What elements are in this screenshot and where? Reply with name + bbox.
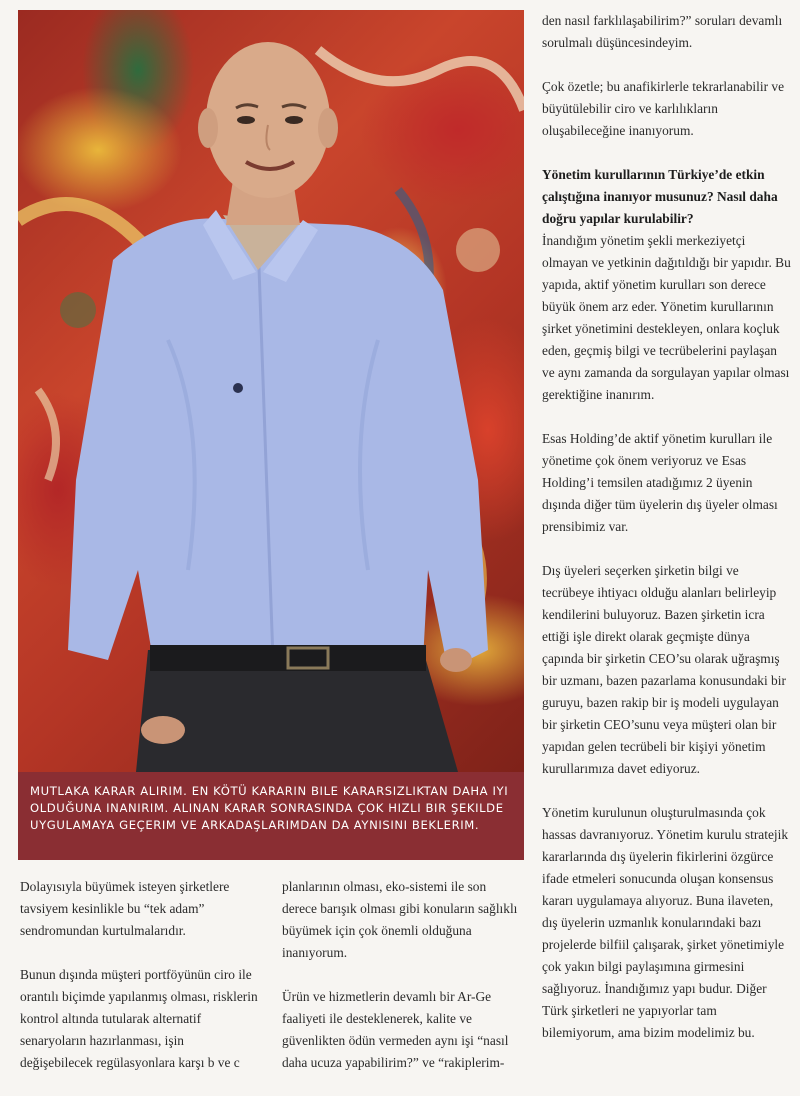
paragraph: Çok özetle; bu anafikirlerle tekrarlanabilir ve büyütülebilir ciro ve karlılıkların oluşabileceğine inanıyorum. xyxy=(542,79,785,138)
paragraph: Dış üyeleri seçerken şirketin bilgi ve tecrübeye ihtiyacı olduğu alanları belirleyip kendilerini buluyoruz. Bazen şirketin icra ettiği işle direkt olarak geçmişte dünya çapında bir şirketin CEO’su olarak uğraşmış bir uzmanı, bazen pazarlama konusundaki bir guruyu, bazen rakip bir iş modeli uygulayan bir şirketin CEO’sunu veya müşteri olan bir yapıdan gelen tecrübeli bir kişiyi yönetim kurullarımıza davet ediyoruz. xyxy=(542,563,786,776)
paragraph: Esas Holding’de aktif yönetim kurulları ile yönetime çok önem veriyoruz ve Esas Holding’i temsilen atadığımız 2 üyenin dışında diğer tüm üyelerin dış üyeler olması prensibimiz var. xyxy=(542,431,778,534)
paragraph: Dolayısıyla büyümek isteyen şirketlere tavsiyem kesinlikle bu “tek adam” sendromundan kurtulmalarıdır. xyxy=(20,879,230,938)
interview-question: Yönetim kurullarının Türkiye’de etkin çalıştığına inanıyor musunuz? Nasıl daha doğru yapılar kurulabilir? xyxy=(542,167,778,226)
portrait-photo xyxy=(18,10,524,772)
paragraph: den nasıl farklılaşabilirim?” soruları devamlı sorulmalı düşüncesindeyim. xyxy=(542,13,783,50)
bottom-left-text-column xyxy=(20,876,258,1096)
paragraph: Bunun dışında müşteri portföyünün ciro ile orantılı biçimde yapılanmış olması, risklerin kontrol altında tutularak alternatif senaryoların hazırlanması, işin değişebilecek regülasyonlara karşı b ve c xyxy=(20,967,258,1070)
photo-caption: MUTLAKA KARAR ALIRIM. EN KÖTÜ KARARIN BILE KARARSIZLIKTAN DAHA IYI OLDUĞUNA INANIRIM. ALINAN KARAR SONRASINDA ÇOK HIZLI BIR ŞEKILDE UYGULAMAYA GEÇERIM VE ARKADAŞLARIMDAN DA AYNISINI BEKLERIM. xyxy=(18,772,524,860)
paragraph: Ürün ve hizmetlerin devamlı bir Ar-Ge faaliyeti ile desteklenerek, kalite ve güvenlikten ödün vermeden aynı işi “nasıl daha ucuza yapabilirim?” ve “rakiplerim- xyxy=(282,989,509,1070)
paragraph: İnandığım yönetim şekli merkeziyetçi olmayan ve yetkinin dağıtıldığı bir yapıdır. Bu yapıda, aktif yönetim kurulları son derece büyük önem arz eder. Yönetim kurullarının şirket yönetimini destekleyen, onlara koçluk eden, geçmiş bilgi ve tecrübelerini paylaşan ve aynı zamanda da sorgulayan yapılar olması gerektiğine inanırım. xyxy=(542,233,791,402)
paragraph: planlarının olması, eko-sistemi ile son derece barışık olması gibi konuların sağlıklı büyümek için çok önemli olduğuna inanıyorum. xyxy=(282,879,518,960)
portrait-illustration xyxy=(18,10,524,772)
right-text-column xyxy=(542,10,792,1066)
bottom-middle-text-column xyxy=(282,876,524,1096)
paragraph: Yönetim kurulunun oluşturulmasında çok hassas davranıyoruz. Yönetim kurulu stratejik kararlarında dış üyelerin fikirlerini özgürce ifade etmeleri sonucunda oluşan konsensus kararı uygulamaya alıyoruz. Buna ilaveten, dış üyelerin uzmanlık konularındaki bazı projelerde bilfiil çalışarak, şirket yönetimiyle çok yakın bilgi paylaşımına girmesini sağlıyoruz. İnandığımız yapı budur. Diğer Türk şirketleri ne yapıyorlar tam bilemiyorum, ama bizim modelimiz bu. xyxy=(542,805,789,1040)
